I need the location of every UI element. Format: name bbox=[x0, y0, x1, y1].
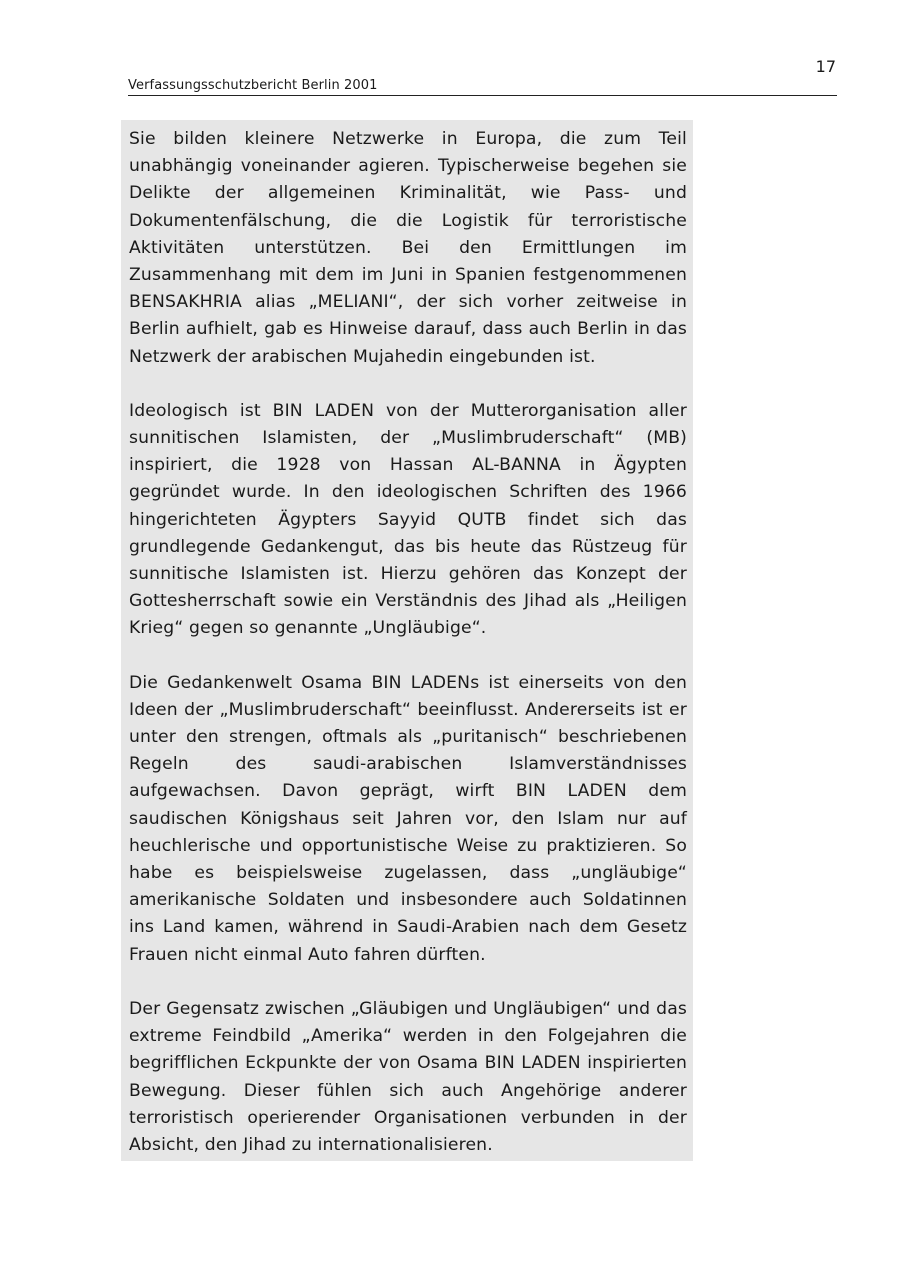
paragraph-networks: Sie bilden kleinere Netzwerke in Europa, die zum Teil unabhängig voneinander agieren. Typischerweise begehen sie Delikte der allgemeinen Kriminalität, wie Pass- und Dokumentenfälschung, die die Logistik für terroristische Aktivitäten unterstützen. Bei den Ermittlungen im Zusammenhang mit dem im Juni in Spanien festgenommenen BENSAKHRIA alias „MELIANI“, der sich vorher zeitweise in Berlin aufhielt, gab es Hinweise darauf, dass auch Berlin in das Netzwerk der arabischen Mujahedin eingebunden ist. bbox=[129, 129, 687, 367]
paragraph-worldview: Die Gedankenwelt Osama BIN LADENs ist einerseits von den Ideen der „Muslimbruderschaft“ beeinflusst. Andererseits ist er unter den strengen, oftmals als „puritanisch“ beschriebenen Regeln des saudi-arabischen Islamverständnisses aufgewachsen. Davon geprägt, wirft BIN LADEN dem saudischen Königshaus seit Jahren vor, den Islam nur auf heuchlerische und opportunistische Weise zu praktizieren. So habe es beispielsweise zugelassen, dass „ungläubige“ amerikanische Soldaten und insbesondere auch Soldatinnen ins Land kamen, während in Saudi-Arabien nach dem Gesetz Frauen nicht einmal Auto fahren dürften. bbox=[129, 672, 687, 965]
running-header: Verfassungsschutzbericht Berlin 2001 bbox=[128, 77, 837, 96]
page-number: 17 bbox=[815, 57, 836, 76]
paragraph-enemy-image: Der Gegensatz zwischen „Gläubigen und Ungläubigen“ und das extreme Feindbild „Amerika“ werden in den Folgejahren die begrifflichen Eckpunkte der von Osama BIN LADEN inspirierten Bewegung. Dieser fühlen sich auch Angehörige anderer terroristisch operierender Organisationen verbunden in der Absicht, den Jihad zu internationalisieren. bbox=[129, 998, 687, 1155]
paragraph-ideology: Ideologisch ist BIN LADEN von der Mutterorganisation aller sunnitischen Islamisten, der „Muslimbruderschaft“ (MB) inspiriert, die 1928 von Hassan AL-BANNA in Ägypten gegründet wurde. In den ideologischen Schriften des 1966 hingerichteten Ägypters Sayyid QUTB findet sich das grundlegende Gedankengut, das bis heute das Rüstzeug für sunnitische Islamisten ist. Hierzu gehören das Konzept der Gottesherrschaft sowie ein Verständnis des Jihad als „Heiligen Krieg“ gegen so genannte „Ungläubige“. bbox=[129, 400, 687, 639]
highlighted-text-box bbox=[121, 120, 693, 1161]
